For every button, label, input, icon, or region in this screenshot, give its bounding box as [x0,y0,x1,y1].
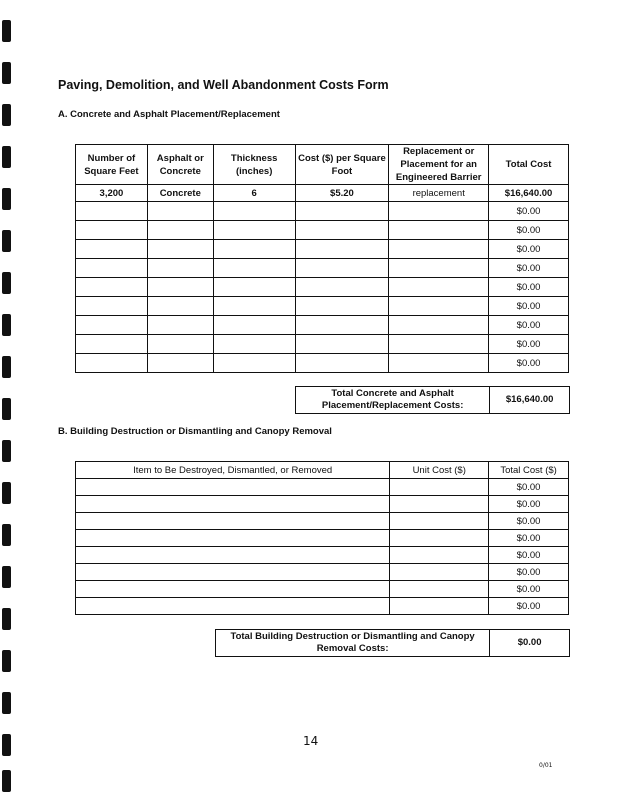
cell-cost-per-sqft[interactable]: $5.20 [295,185,389,202]
table-row [76,316,569,335]
cell-material[interactable] [147,221,213,240]
cell-total-cost: $0.00 [489,278,569,297]
cell-placement-type[interactable] [389,354,489,373]
col-thickness: Thickness (inches) [213,145,295,185]
cell-unit-cost[interactable] [390,479,489,496]
table-row [76,581,569,598]
binder-hole [2,272,11,294]
total-concrete-label: Total Concrete and Asphalt Placement/Replacement Costs: [296,387,490,414]
binder-hole [2,20,11,42]
table-row [76,564,569,581]
cell-thickness[interactable] [213,297,295,316]
cell-total-cost: $0.00 [489,354,569,373]
cell-material[interactable] [147,354,213,373]
binder-hole [2,524,11,546]
cell-item[interactable] [76,598,390,615]
cell-unit-cost[interactable] [390,513,489,530]
binder-hole [2,62,11,84]
cell-unit-cost[interactable] [390,547,489,564]
cell-square-feet[interactable] [76,221,148,240]
cell-placement-type[interactable] [389,278,489,297]
binder-hole [2,104,11,126]
col-total-cost-b: Total Cost ($) [489,462,569,479]
cell-cost-per-sqft[interactable] [295,221,389,240]
binder-hole [2,770,11,792]
cell-total-cost: $0.00 [489,335,569,354]
binder-hole [2,734,11,756]
table-row [76,479,569,496]
cell-placement-type[interactable] [389,240,489,259]
form-title: Paving, Demolition, and Well Abandonment Costs Form [58,78,389,92]
cell-total-cost: $16,640.00 [489,185,569,202]
table-row [76,335,569,354]
section-b-heading: B. Building Destruction or Dismantling and Canopy Removal [58,426,332,437]
cell-total-cost-b: $0.00 [489,547,569,564]
col-total-cost: Total Cost [489,145,569,185]
concrete-asphalt-table [75,144,569,373]
total-destruction-box [215,629,570,657]
cell-material[interactable] [147,202,213,221]
cell-total-cost: $0.00 [489,297,569,316]
cell-unit-cost[interactable] [390,530,489,547]
cell-material[interactable] [147,278,213,297]
cell-placement-type[interactable] [389,316,489,335]
cell-thickness[interactable] [213,221,295,240]
cell-thickness[interactable] [213,259,295,278]
cell-cost-per-sqft[interactable] [295,278,389,297]
corner-mark: 0/01 [539,762,553,769]
cell-cost-per-sqft[interactable] [295,259,389,278]
cell-total-cost-b: $0.00 [489,479,569,496]
cell-material[interactable] [147,240,213,259]
table-row [76,202,569,221]
cell-placement-type[interactable] [389,259,489,278]
cell-placement-type[interactable] [389,202,489,221]
binder-hole [2,440,11,462]
cell-unit-cost[interactable] [390,581,489,598]
cell-thickness[interactable] [213,278,295,297]
cell-placement-type[interactable]: replacement [389,185,489,202]
cell-placement-type[interactable] [389,221,489,240]
table-row [76,259,569,278]
cell-square-feet[interactable] [76,316,148,335]
col-item: Item to Be Destroyed, Dismantled, or Removed [76,462,390,479]
cell-total-cost: $0.00 [489,259,569,278]
table-row [76,185,569,202]
table-row [76,297,569,316]
cell-total-cost-b: $0.00 [489,598,569,615]
binder-hole [2,692,11,714]
total-concrete-value: $16,640.00 [490,387,570,414]
building-destruction-table [75,461,569,615]
cell-thickness[interactable] [213,354,295,373]
cell-total-cost-b: $0.00 [489,496,569,513]
cell-total-cost-b: $0.00 [489,513,569,530]
cell-square-feet[interactable] [76,335,148,354]
binder-hole [2,188,11,210]
col-cost-per-sqft: Cost ($) per Square Foot [295,145,389,185]
cell-total-cost: $0.00 [489,240,569,259]
cell-total-cost-b: $0.00 [489,564,569,581]
col-square-feet: Number of Square Feet [76,145,148,185]
cell-square-feet[interactable] [76,354,148,373]
cell-thickness[interactable]: 6 [213,185,295,202]
cell-cost-per-sqft[interactable] [295,202,389,221]
cell-thickness[interactable] [213,316,295,335]
table-row [76,278,569,297]
cell-square-feet[interactable] [76,297,148,316]
cell-total-cost: $0.00 [489,316,569,335]
cell-item[interactable] [76,530,390,547]
binder-holes [2,0,12,800]
cell-cost-per-sqft[interactable] [295,335,389,354]
col-material: Asphalt or Concrete [147,145,213,185]
cell-material[interactable] [147,259,213,278]
binder-hole [2,356,11,378]
total-destruction-label: Total Building Destruction or Dismantling and Canopy Removal Costs: [216,630,490,657]
col-placement-type: Replacement or Placement for an Engineered Barrier [389,145,489,185]
cell-item[interactable] [76,564,390,581]
cell-square-feet[interactable] [76,202,148,221]
cell-placement-type[interactable] [389,335,489,354]
cell-square-feet[interactable] [76,259,148,278]
cell-square-feet[interactable] [76,278,148,297]
cell-total-cost: $0.00 [489,202,569,221]
total-destruction-value: $0.00 [490,630,570,657]
cell-material[interactable] [147,316,213,335]
cell-item[interactable] [76,496,390,513]
cell-material[interactable] [147,335,213,354]
cell-item[interactable] [76,581,390,598]
cell-cost-per-sqft[interactable] [295,354,389,373]
cell-unit-cost[interactable] [390,598,489,615]
binder-hole [2,650,11,672]
table-row [76,221,569,240]
cell-thickness[interactable] [213,240,295,259]
total-concrete-box [295,386,570,414]
binder-hole [2,146,11,168]
cell-unit-cost[interactable] [390,496,489,513]
page-number: 14 [303,734,319,748]
cell-square-feet[interactable]: 3,200 [76,185,148,202]
col-unit-cost: Unit Cost ($) [390,462,489,479]
binder-hole [2,398,11,420]
binder-hole [2,608,11,630]
binder-hole [2,566,11,588]
table-row [76,240,569,259]
table-row [76,547,569,564]
binder-hole [2,314,11,336]
cell-material[interactable] [147,297,213,316]
cell-unit-cost[interactable] [390,564,489,581]
cell-total-cost-b: $0.00 [489,530,569,547]
cell-total-cost: $0.00 [489,221,569,240]
table-row [76,354,569,373]
cell-material[interactable]: Concrete [147,185,213,202]
cell-item[interactable] [76,479,390,496]
cell-square-feet[interactable] [76,240,148,259]
cell-cost-per-sqft[interactable] [295,316,389,335]
cell-item[interactable] [76,513,390,530]
table-row [76,496,569,513]
binder-hole [2,230,11,252]
cell-thickness[interactable] [213,202,295,221]
section-a-heading: A. Concrete and Asphalt Placement/Replacement [58,109,280,120]
cell-placement-type[interactable] [389,297,489,316]
binder-hole [2,482,11,504]
table-row [76,598,569,615]
table-row [76,530,569,547]
cell-cost-per-sqft[interactable] [295,297,389,316]
cell-total-cost-b: $0.00 [489,581,569,598]
table-row [76,513,569,530]
cell-item[interactable] [76,547,390,564]
cell-thickness[interactable] [213,335,295,354]
cell-cost-per-sqft[interactable] [295,240,389,259]
